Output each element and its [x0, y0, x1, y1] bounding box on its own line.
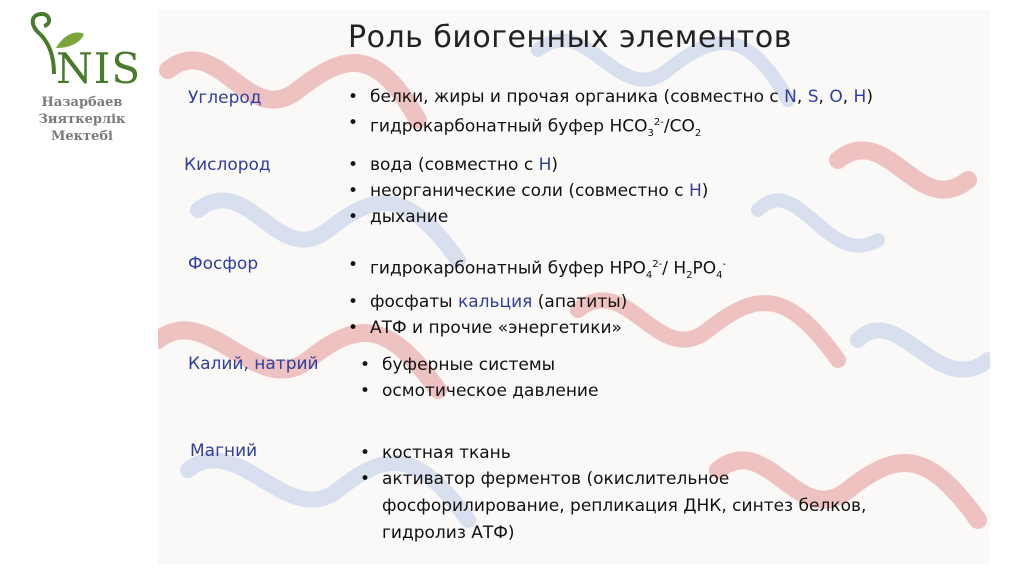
list-item: • костная ткань: [360, 440, 902, 466]
list-item: • вода (совместно с H): [348, 152, 708, 178]
potassium-sodium-list: [360, 352, 598, 404]
school-name: Назарбаев Зияткерлік Мектебі: [38, 95, 126, 144]
oxygen-list: [348, 152, 708, 230]
magnesium-list: [360, 440, 902, 547]
list-item: • гидрокарбонатный буфер $HPO_4^{2-}/$ $H_2PO_4^-$: [348, 252, 726, 289]
section-label-oxygen: Кислород: [184, 155, 271, 175]
list-item: • буферные системы: [360, 352, 598, 378]
list-item: • АТФ и прочие «энергетики»: [348, 315, 726, 341]
list-item: • осмотическое давление: [360, 378, 598, 404]
list-item: • дыхание: [348, 204, 708, 230]
section-label-phosphorus: Фосфор: [188, 254, 259, 274]
section-label-potassium-sodium: Калий, натрий: [188, 354, 319, 374]
list-item: • активатор ферментов (окислительное фосфорилирование, репликация ДНК, синтез белков, гидролиз АТФ): [360, 466, 902, 547]
list-item: • белки, жиры и прочая органика (совместно с N, S, O, H): [348, 84, 873, 110]
section-label-carbon: Углерод: [188, 88, 262, 108]
nis-brand-text: NIS: [56, 44, 142, 93]
list-item: • фосфаты кальция (апатиты): [348, 289, 726, 315]
phosphorus-list: [348, 252, 726, 341]
carbon-list: [348, 84, 873, 147]
list-item: • гидрокарбонатный буфер $HCO_3^{2-}/CO_2$: [348, 110, 873, 147]
section-label-magnesium: Магний: [190, 441, 258, 461]
list-item: • неорганические соли (совместно с H): [348, 178, 708, 204]
nis-logo: [12, 8, 152, 148]
page-title: Роль биогенных элементов: [348, 20, 792, 55]
